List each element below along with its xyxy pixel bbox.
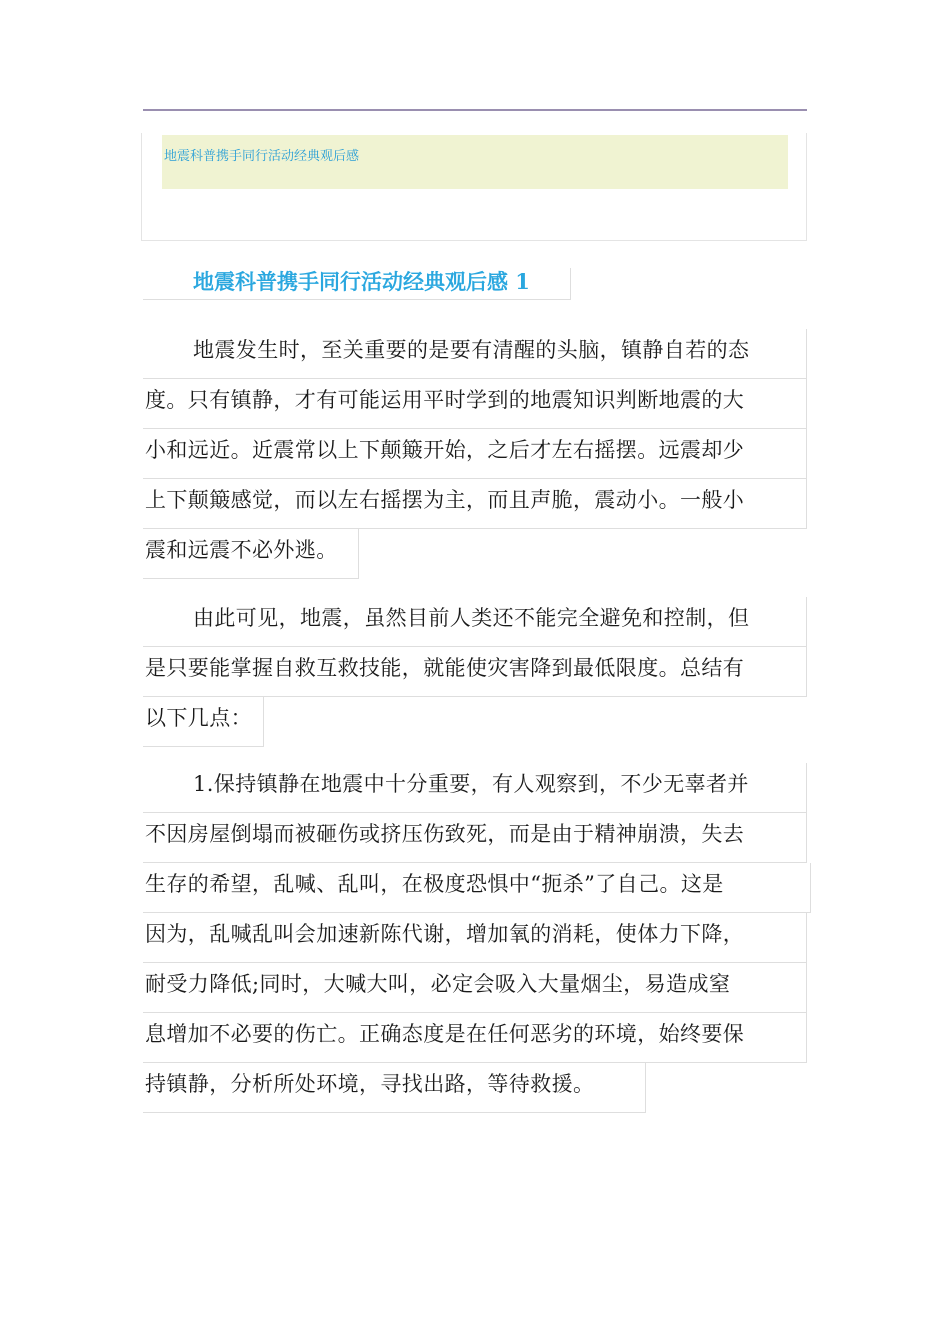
line-text: 是只要能掌握自救互救技能，就能使灾害降到最低限度。总结有 xyxy=(145,656,745,680)
line-text: 以下几点： xyxy=(145,706,252,730)
line-text: 地震发生时，至关重要的是要有清醒的头脑，镇静自若的态 xyxy=(193,338,750,362)
text-line xyxy=(143,863,811,913)
line-text: 耐受力降低;同时，大喊大叫，必定会吸入大量烟尘，易造成窒 xyxy=(145,972,731,996)
paragraph-2 xyxy=(143,597,823,747)
line-text: 1.保持镇静在地震中十分重要，有人观察到，不少无辜者并 xyxy=(193,772,749,796)
text-line xyxy=(143,529,359,579)
text-line xyxy=(143,1013,807,1063)
top-divider xyxy=(143,109,807,111)
article-heading-box xyxy=(143,268,571,300)
text-line xyxy=(143,697,264,747)
text-line xyxy=(143,329,807,379)
line-text: 持镇静，分析所处环境，寻找出路，等待救援。 xyxy=(145,1072,595,1096)
article-heading: 地震科普携手同行活动经典观后感 1 xyxy=(193,269,530,294)
line-text: 因为，乱喊乱叫会加速新陈代谢，增加氧的消耗，使体力下降， xyxy=(145,922,745,946)
text-line xyxy=(143,1063,646,1113)
text-line xyxy=(143,913,807,963)
line-text: 上下颠簸感觉，而以左右摇摆为主，而且声脆，震动小。一般小 xyxy=(145,488,745,512)
line-text: 由此可见，地震，虽然目前人类还不能完全避免和控制，但 xyxy=(193,606,750,630)
text-line xyxy=(143,647,807,697)
text-line xyxy=(143,963,807,1013)
line-text: 不因房屋倒塌而被砸伤或挤压伤致死，而是由于精神崩溃，失去 xyxy=(145,822,745,846)
text-line xyxy=(143,813,807,863)
line-text: 息增加不必要的伤亡。正确态度是在任何恶劣的环境，始终要保 xyxy=(145,1022,745,1046)
text-line xyxy=(143,597,807,647)
text-line xyxy=(143,763,807,813)
line-text: 震和远震不必外逃。 xyxy=(145,538,338,562)
document-header xyxy=(141,133,807,241)
line-text: 小和远近。近震常以上下颠簸开始，之后才左右摇摆。远震却少 xyxy=(145,438,745,462)
text-line xyxy=(143,479,807,529)
text-line xyxy=(143,379,807,429)
text-line xyxy=(143,429,807,479)
line-text: 生存的希望，乱喊、乱叫，在极度恐惧中“扼杀”了自己。这是 xyxy=(145,872,724,896)
line-text: 度。只有镇静，才有可能运用平时学到的地震知识判断地震的大 xyxy=(145,388,745,412)
paragraph-1 xyxy=(143,329,823,579)
paragraph-3 xyxy=(143,763,823,1113)
header-title: 地震科普携手同行活动经典观后感 xyxy=(164,149,360,164)
header-banner xyxy=(162,135,788,189)
